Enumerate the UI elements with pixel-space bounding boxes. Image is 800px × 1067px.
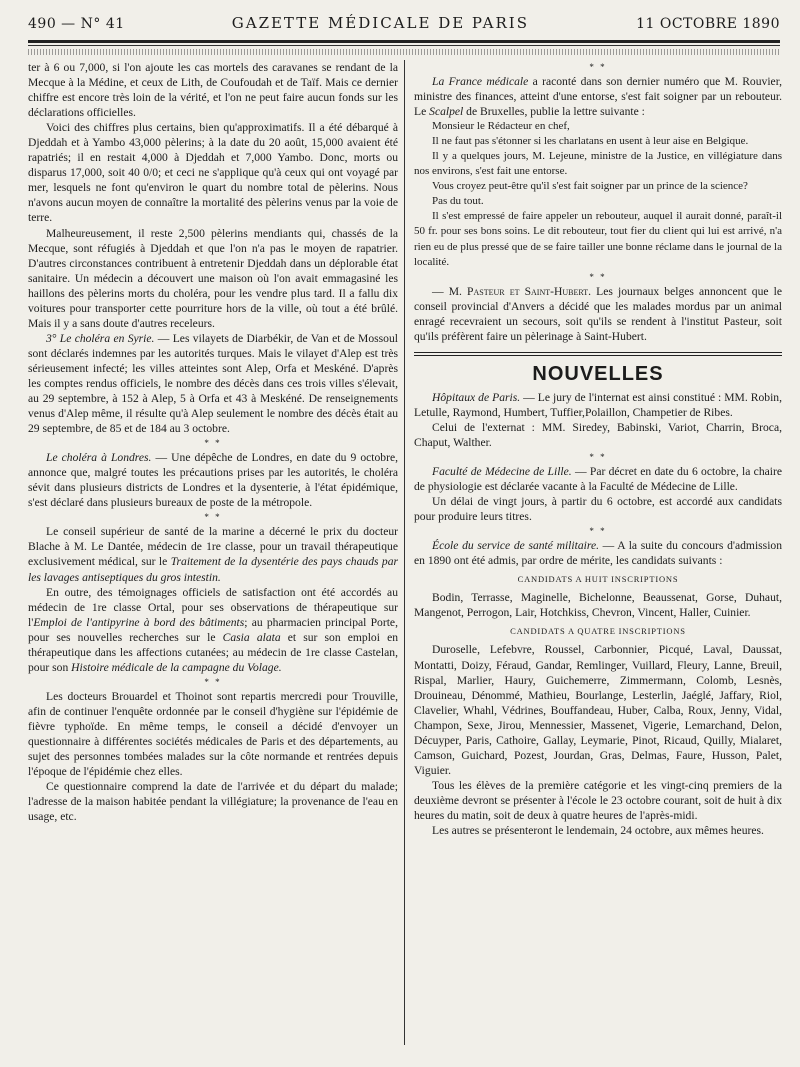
section-stars: * * (204, 438, 222, 449)
paragraph: ter à 6 ou 7,000, si l'on ajoute les cas mortels des caravanes se rendant de la Mecque à la Médine, et ceux de Lith, de Coufoudah et de Taïf. Mais ce dernier chiffre est encore très loin de la vérité, et l'on ne peut faire aucun fonds sur les déclarations officielles. (28, 61, 398, 120)
section-title: NOUVELLES (532, 362, 664, 385)
paragraph: Malheureusement, il reste 2,500 pèlerins mendiants qui, chassés de la Mecque, sont réfugiés à Djeddah et que l'on n'a pas le moyen de rapatrier. D'autres circonstances contribuent à entretenir Djeddah dans un déplorable état sanitaire. Un médecin a découvert une maison où l'on avait emmagasiné les haillons des pèlerins morts du choléra, pour les vendre plus tard. Il a fallu dix voitures pour transporter cette pourriture hors de la ville, où tout a été brûlé. Mais il y a sans doute d'autres receleurs. (28, 226, 398, 330)
page-number: 490 — N° 41 (28, 16, 125, 32)
letter-line: Il y a quelques jours, M. Lejeune, ministre de la Justice, en villégiature dans nos environs, s'est fait une entorse. (414, 150, 782, 178)
journal-name: La France médicale (432, 75, 529, 88)
paragraph (414, 464, 782, 494)
column-divider (404, 60, 405, 1045)
paragraph (28, 331, 398, 436)
article-lead: — M. Pasteur et Saint-Hubert. (432, 284, 592, 298)
article-lead: 3° Le choléra en Syrie. (46, 331, 155, 345)
paragraph (414, 284, 782, 344)
work-title: Histoire médicale de la campagne du Volage. (71, 660, 282, 674)
letter-line: Monsieur le Rédacteur en chef, (432, 120, 570, 133)
paragraph: Tous les élèves de la première catégorie et les vingt-cinq premiers de la deuxième devront se présenter à l'école le 23 octobre courant, soit de huit à dix heures du matin, soit de deux à quatre heures de l'après-midi. (414, 778, 782, 822)
header-rule-hatched (28, 49, 780, 55)
paragraph: Un délai de vingt jours, à partir du 6 octobre, est accordé aux candidats pour produire leurs titres. (414, 495, 782, 524)
letter-line: Il ne faut pas s'étonner si les charlatans en usent à leur aise en Belgique. (432, 135, 749, 148)
section-stars: * * (589, 526, 607, 537)
paragraph-text: ; au pharmacien principal Porte, pour ses nouvelles recherches sur le (28, 615, 398, 644)
paragraph-text: de Bruxelles, publie la lettre suivante : (463, 105, 645, 119)
paragraph: Ce questionnaire comprend la date de l'arrivée et du départ du malade; l'adresse de la maison habitée pendant la villégiature; la provenance de l'eau en usage, etc. (28, 780, 398, 824)
paragraph: Les docteurs Brouardel et Thoinot sont repartis mercredi pour Trouville, afin de continuer l'enquête ordonnée par le conseil d'hygiène sur l'épidémie de fièvre typhoïde. En même temps, le conseil a décidé d'envoyer un questionnaire à différentes sociétés médicales de Paris et des départements, au sujet des personnes tombées malades sur la côte normande et rentrées depuis l'époque de l'épidémie chez elles. (28, 689, 398, 779)
paragraph: Celui de l'externat : MM. Siredey, Babinski, Variot, Charrin, Broca, Chaput, Walther. (414, 420, 782, 449)
section-stars: * * (589, 62, 607, 72)
journal-title: GAZETTE MÉDICALE DE PARIS (231, 14, 529, 32)
paragraph-text: — Par décret en date du 6 octobre, la chaire de physiologie est déclarée vacante à la Faculté de Médecine de Lille. (414, 464, 782, 494)
journal-name: Scalpel (429, 105, 464, 119)
section-rule (414, 352, 782, 356)
issue-date: 11 OCTOBRE 1890 (636, 16, 780, 32)
paragraph (414, 538, 782, 568)
paragraph-text: — A la suite du concours d'admission en 1890 ont été admis, par ordre de mérite, les candidats suivants : (414, 539, 783, 568)
work-title: Emploi de l'antipyrine à bord des bâtiments (33, 615, 245, 629)
section-stars: * * (204, 512, 222, 523)
article-lead: École du service de santé militaire. (432, 539, 599, 553)
paragraph-text: En outre, des témoignages officiels de satisfaction ont été accordés au médecin de 1re classe Ortal, pour ses observations de thérapeutique sur l' (28, 585, 398, 629)
paragraph (414, 74, 782, 119)
article-lead: Faculté de Médecine de Lille. (432, 464, 572, 478)
header-rule (28, 40, 780, 43)
candidate-list: Bodin, Terrasse, Maginelle, Bichelonne, Beaussenat, Gorse, Duhaut, Mangenot, Perrogon, Lair, Hotchkiss, Chevron, Vincent, Haller, Cuinier. (414, 591, 782, 620)
list-subheading: CANDIDATS A QUATRE INSCRIPTIONS (510, 626, 686, 637)
right-column (414, 60, 782, 838)
letter-line: Vous croyez peut-être qu'il s'est fait soigner par un prince de la science? (432, 180, 748, 193)
paragraph (28, 585, 398, 675)
paragraph-text: — Une dépêche de Londres, en date du 9 octobre, annonce que, malgré toutes les précautions prises par les autorités, le choléra sévit dans plusieurs districts de Londres et la dysenterie, à l'état épidémique, s'est déclaré dans plusieurs bureaux de poste de la métropole. (28, 451, 398, 510)
paragraph-text: Le conseil supérieur de santé de la marine a décerné le prix du docteur Blache à M. Le Dantée, médecin de 1re classe, pour un travail thérapeutique exclusivement médical, sur le (28, 525, 398, 569)
letter-line: Il s'est empressé de faire appeler un rebouteur, auquel il aurait donné, paraît-il 50 fr. pour ses bons soins. Le dit rebouteur, tout fier du client qui lui est arrivé, n'a rien eu de plus pressé que de se faire tailler une bonne réclame dans le journal de la localité. (414, 210, 782, 268)
section-stars: * * (589, 451, 607, 462)
plant-name: Casia alata (222, 630, 281, 644)
header-rule-thin (28, 45, 780, 46)
list-subheading: CANDIDATS A HUIT INSCRIPTIONS (517, 574, 679, 585)
paragraph-text: — Les vilayets de Diarbékir, de Van et de Mossoul sont déclarés indemnes par les autorités turques. Mais le vilayet d'Alep est très sérieusement infecté; les villes atteintes sont Alep, Orfa et Meskéné. D'après les comptes rendus officiels, le nombre des décès dans ces trois villes s'élevait, au 29 septembre, à 152 à Alep, 5 à Orfa et 43 à Meskéné. De renseignements venus d'Alep même, il résulte qu'à Alep seulement le nombre des décès était au 29 septembre, de 85 et de 184 au 3 octobre. (28, 331, 398, 436)
paragraph-text: a raconté dans son dernier numéro que M. Rouvier, ministre des finances, atteint d'une entorse, s'est fait soigner par un rebouteur. Le (414, 75, 782, 119)
work-title: Traitement de la dysentérie des pays chauds par les lavages antiseptiques du gros intestin. (28, 555, 399, 584)
paragraph: Voici des chiffres plus certains, bien qu'approximatifs. Il a été débarqué à Djeddah et à Yambo 43,000 pèlerins; à la date du 20 août, 15,000 avaient été rapatriés; il en restait 4,000 à Djeddah et 7,000 Yambo. Donc, morts ou disparus 17,000, soit 40 0/0; et ceci ne s'applique qu'à ceux qui ont voyagé par mer, lesquels ne font qu'environ le quart du nombre total de pèlerins. Nous n'avons aucun moyen de connaître la mortalité des pèlerins venus par la voie de terre. (28, 121, 398, 225)
letter-line: Pas du tout. (432, 195, 484, 208)
paragraph-text: Les journaux belges annoncent que le conseil provincial d'Anvers a décidé que les malades mordus par un animal enragé recevraient un secours, soit qu'ils se rendent à l'institut Pasteur, soit qu'ils préfèrent faire un pèlerinage à Saint-Hubert. (414, 284, 782, 343)
paragraph (414, 390, 782, 420)
section-stars: * * (589, 271, 607, 282)
paragraph-text: — Le jury de l'internat est ainsi constitué : MM. Robin, Letulle, Raymond, Humbert, Tuffier,Polaillon, Champetier de Ribes. (414, 390, 782, 419)
article-lead: Hôpitaux de Paris. (432, 390, 521, 404)
section-stars: * * (204, 676, 222, 687)
paragraph: Les autres se présenteront le lendemain, 24 octobre, aux mêmes heures. (432, 824, 764, 838)
paragraph (28, 450, 398, 510)
paragraph (28, 524, 398, 584)
candidate-list: Duroselle, Lefebvre, Roussel, Carbonnier, Picqué, Laval, Daussat, Montatti, Doizy, Féraud, Gandar, Remlinger, Vuillard, Fleury, Lanne, Breuil, Rispal, Marlier, Haury, Guichemerre, Zimmermann, Colomb, Lesnès, Drouineau, Dénommé, Mathieu, Bourlange, Lesterlin, Jaéglé, Jaffary, Riol, Clavelier, Whahl, Védrines, Bouffandeau, Huber, Calba, Roux, Jenny, Vidal, Champon, Sexe, Jirou, Mennessier, Massenet, Vigerie, Lemarchand, Delon, Décuyper, Paris, Cathoire, Gallay, Leymarie, Pinot, Ricaud, Quilly, Mialaret, Camson, Guichard, Pozest, Jourdan, Gras, Delmas, Faure, Husson, Palet, Viguier. (414, 643, 782, 777)
article-lead: Le choléra à Londres. (46, 451, 152, 465)
left-column (28, 60, 398, 824)
paragraph-text: et sur son emploi en thérapeutique dans les affections cutanées; au médecin de 1re classe Castelan, pour son (28, 630, 399, 674)
running-header (28, 14, 780, 36)
